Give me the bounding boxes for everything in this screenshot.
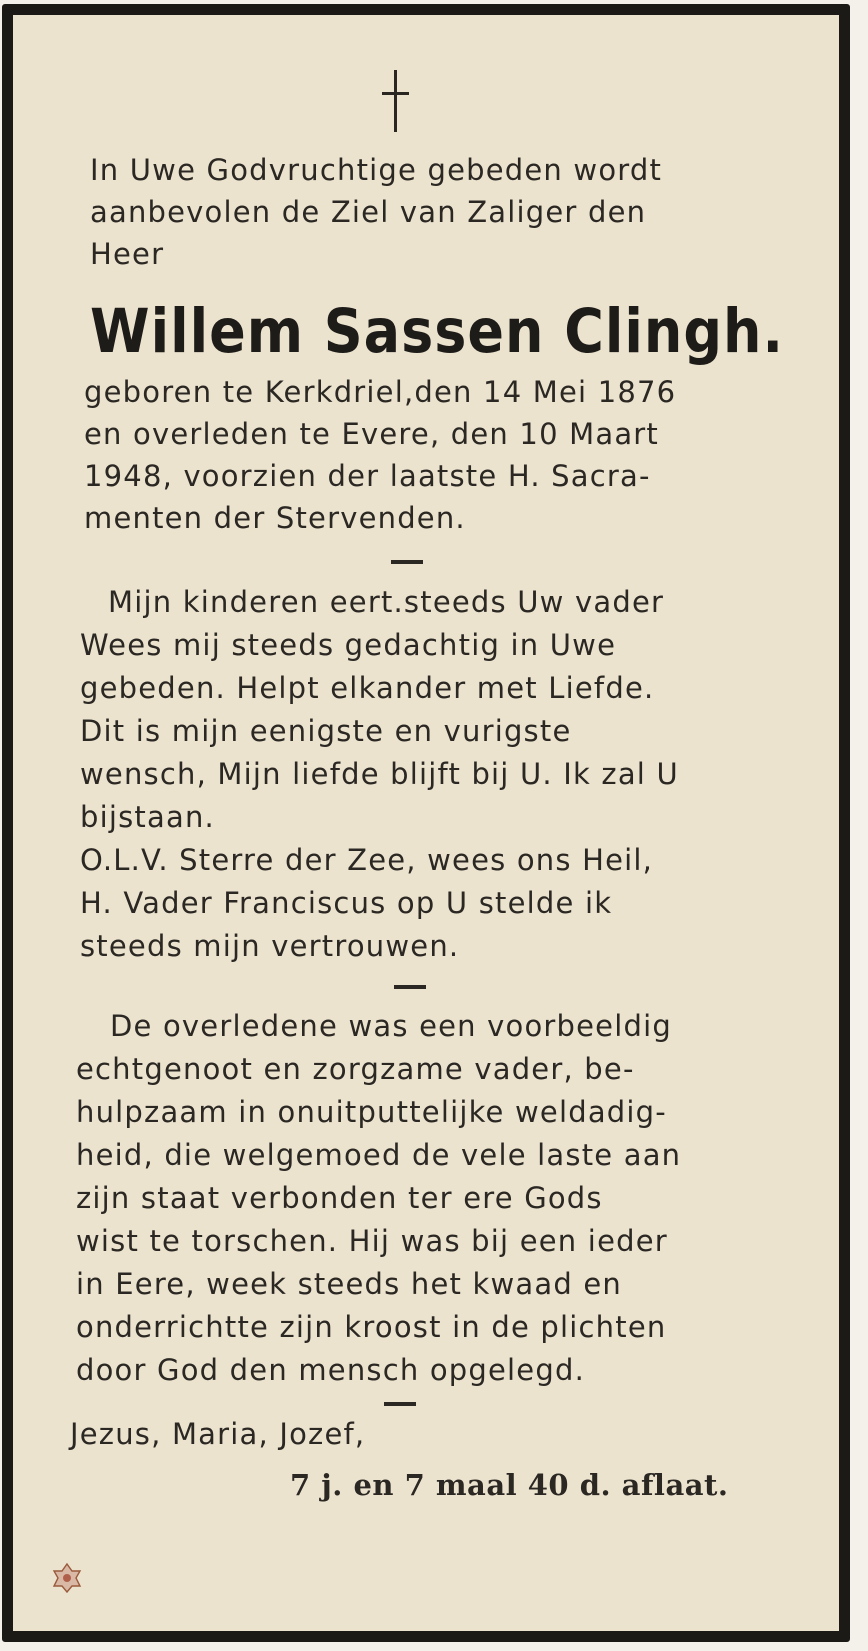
eulogy-line: echtgenoot en zorgzame vader, be- (76, 1052, 635, 1086)
testament-line: Mijn kinderen eert.steeds Uw vader (108, 585, 665, 619)
testament-line: Dit is mijn eenigste en vurigste (80, 714, 572, 748)
testament-line: gebeden. Helpt elkander met Liefde. (80, 671, 655, 705)
eulogy-line: zijn staat verbonden ter ere Gods (76, 1181, 603, 1215)
birth-death-line: 1948, voorzien der laatste H. Sacra- (84, 459, 651, 493)
birth-death-line: menten der Stervenden. (84, 501, 466, 535)
header-line: aanbevolen de Ziel van Zaliger den (90, 195, 647, 229)
eulogy-line: heid, die welgemoed de vele laste aan (76, 1138, 682, 1172)
birth-death-line: geboren te Kerkdriel,den 14 Mei 1876 (84, 375, 677, 409)
testament-line: H. Vader Franciscus op U stelde ik (80, 886, 613, 920)
cross-icon (378, 70, 412, 134)
eulogy-line: in Eere, week steeds het kwaad en (76, 1267, 623, 1301)
deceased-name: Willem Sassen Clingh. (90, 296, 784, 367)
prayer: Jezus, Maria, Jozef, (70, 1417, 366, 1451)
separator (384, 1402, 416, 1406)
indulgence: 7 j. en 7 maal 40 d. aflaat. (290, 1468, 729, 1502)
printer-seal-icon (50, 1562, 84, 1594)
testament-line: O.L.V. Sterre der Zee, wees ons Heil, (80, 843, 654, 877)
eulogy-line: wist te torschen. Hij was bij een ieder (76, 1224, 668, 1258)
separator (394, 985, 426, 989)
birth-death-line: en overleden te Evere, den 10 Maart (84, 417, 660, 451)
testament-line: wensch, Mijn liefde blijft bij U. Ik zal U (80, 757, 679, 791)
separator (391, 560, 423, 564)
testament-line: bijstaan. (80, 800, 215, 834)
eulogy-line: De overledene was een voorbeeldig (110, 1009, 672, 1043)
eulogy-line: onderrichtte zijn kroost in de plichten (76, 1310, 667, 1344)
header-line: In Uwe Godvruchtige gebeden wordt (90, 153, 663, 187)
header-line: Heer (90, 237, 165, 271)
testament-line: Wees mij steeds gedachtig in Uwe (80, 628, 617, 662)
eulogy-line: door God den mensch opgelegd. (76, 1353, 585, 1387)
testament-line: steeds mijn vertrouwen. (80, 929, 460, 963)
eulogy-line: hulpzaam in onuitputtelijke weldadig- (76, 1095, 667, 1129)
